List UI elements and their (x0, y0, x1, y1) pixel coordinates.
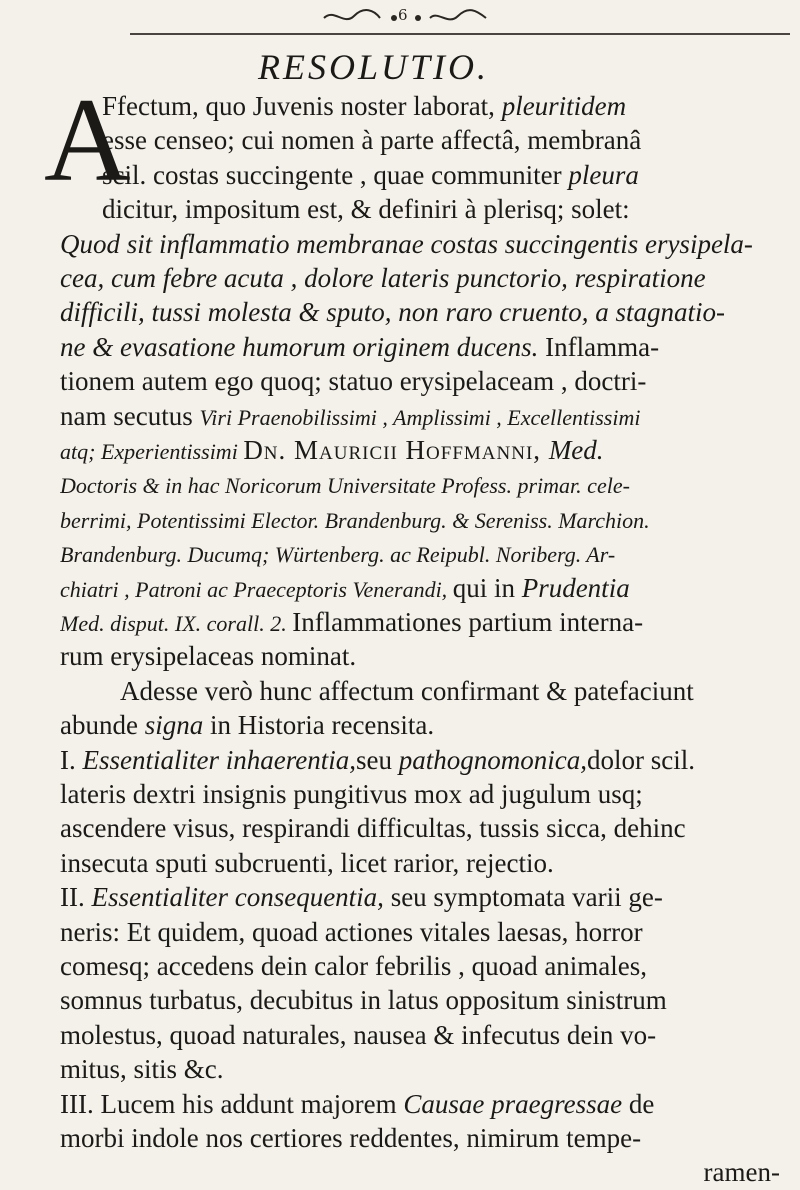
text-run: Prudentia (521, 572, 630, 603)
text-run: difficili, tussi molesta & sputo, non raro cruento, a stagnatio- (60, 297, 726, 328)
text-run: molestus, quoad naturales, nausea & infecutus dein vo- (60, 1019, 657, 1050)
text-run: esse censeo; cui nomen à parte affectâ, membranâ (102, 125, 642, 156)
text-run: de (622, 1088, 655, 1119)
text-line (60, 948, 647, 984)
text-run: Med. (548, 435, 604, 465)
text-run: Essentialiter consequentia, (91, 882, 384, 913)
text-run: tionem autem ego quoq; statuo erysipelaceam , doctri- (60, 366, 647, 397)
text-line (60, 914, 643, 950)
text-run: pleura (568, 159, 639, 190)
text-line (102, 122, 641, 158)
text-run: pleuritidem (501, 91, 627, 121)
text-line (60, 260, 706, 296)
text-run: scil. costas succingente , quae communiter (102, 159, 569, 190)
text-run: Causae praegressae (403, 1088, 623, 1119)
text-run: cea, cum febre acuta , dolore lateris punctorio, respiratione (60, 263, 706, 293)
signature-mark: 6 (398, 6, 408, 24)
text-run: mitus, sitis &c. (60, 1054, 224, 1085)
text-run: Dn. Mauricii Hoffmanni, (243, 435, 549, 465)
text-line (60, 845, 554, 881)
text-line (60, 535, 615, 571)
text-run: abunde (60, 710, 145, 741)
text-run: II. (60, 882, 92, 913)
text-run: atq; Experientissimi (60, 439, 244, 464)
text-line (60, 707, 434, 743)
text-line (102, 88, 626, 124)
text-run: dolor scil. (586, 744, 695, 775)
text-line (102, 191, 630, 227)
text-line (120, 673, 694, 709)
text-run: dicitur, impositum est, & definiri à plerisq; solet: (102, 194, 630, 225)
text-run: chiatri , Patroni ac Praeceptoris Venerandi, (60, 576, 453, 602)
text-run: neris: Et quidem, quoad actiones vitales laesas, horror (60, 916, 643, 947)
text-run: ne & evasatione humorum originem ducens. (60, 331, 546, 362)
text-line (60, 432, 604, 468)
header-rule (130, 33, 790, 35)
text-run: qui in (452, 572, 522, 603)
text-run: Adesse verò hunc affectum confirmant & patefaciunt (120, 675, 694, 706)
text-run: Inflammationes partium interna- (292, 607, 644, 637)
text-line (60, 294, 725, 330)
text-run: comesq; accedens dein calor febrilis , quoad animales, (60, 951, 648, 981)
text-run: ramen- (703, 1157, 780, 1188)
text-line (60, 1051, 224, 1087)
text-line (60, 982, 667, 1018)
text-run: seu symptomata varii ge- (383, 882, 663, 913)
text-line (60, 638, 356, 674)
text-run: insecuta sputi subcruenti, licet rarior, rejectio. (60, 847, 554, 878)
text-run: somnus turbatus, decubitus in latus oppositum sinistrum (60, 985, 667, 1016)
text-line (60, 810, 686, 846)
text-line (60, 363, 646, 399)
text-run: lateris dextri insignis pungitivus mox ad jugulum usq; (60, 779, 643, 809)
text-run: Viri Praenobilissimi , Amplissimi , Excellentissimi (199, 404, 641, 430)
text-line (60, 1017, 656, 1053)
text-run: Brandenburg. Ducumq; Würtenberg. ac Reipubl. Noriberg. Ar- (60, 542, 616, 568)
text-run: Essentialiter inhaerentia, (82, 744, 356, 775)
text-run: rum erysipelaceas nominat. (60, 641, 357, 672)
text-run: ascendere visus, respirandi difficultas, tussis sicca, dehinc (60, 813, 686, 844)
text-run: Quod sit inflammatio membranae costas succingentis erysipela- (60, 228, 753, 259)
section-heading: RESOLUTIO. (258, 47, 490, 87)
text-run: nam secutus (60, 400, 200, 431)
text-run: Med. disput. IX. corall. 2. (60, 611, 293, 636)
text-run: Ffectum, quo Juvenis noster laborat, (102, 91, 502, 121)
text-line (60, 466, 630, 502)
text-run: pathognomonica, (398, 744, 587, 775)
text-line (60, 398, 640, 434)
text-line (60, 742, 695, 778)
text-run: in Historia recensita. (203, 710, 435, 741)
text-line (60, 604, 643, 640)
text-line (60, 1120, 641, 1156)
text-line (60, 501, 650, 537)
text-run: III. Lucem his addunt majorem (60, 1088, 404, 1119)
text-line (60, 1086, 654, 1122)
drop-cap: A (44, 73, 131, 206)
text-line (60, 776, 643, 812)
text-run: Doctoris & in hac Noricorum Universitate Profess. primar. cele- (60, 473, 630, 499)
text-line (60, 329, 659, 365)
text-line (60, 226, 753, 262)
text-run: Inflamma- (545, 331, 660, 362)
text-run: I. (60, 744, 83, 775)
text-run: morbi indole nos certiores reddentes, nimirum tempe- (60, 1123, 642, 1153)
text-run: signa (144, 710, 204, 741)
text-line (60, 879, 663, 915)
text-line (102, 157, 639, 193)
text-line (60, 570, 630, 606)
text-line (704, 1154, 780, 1190)
text-run: seu (355, 744, 399, 775)
text-run: berrimi, Potentissimi Elector. Brandenburg. & Sereniss. Marchion. (60, 507, 650, 533)
